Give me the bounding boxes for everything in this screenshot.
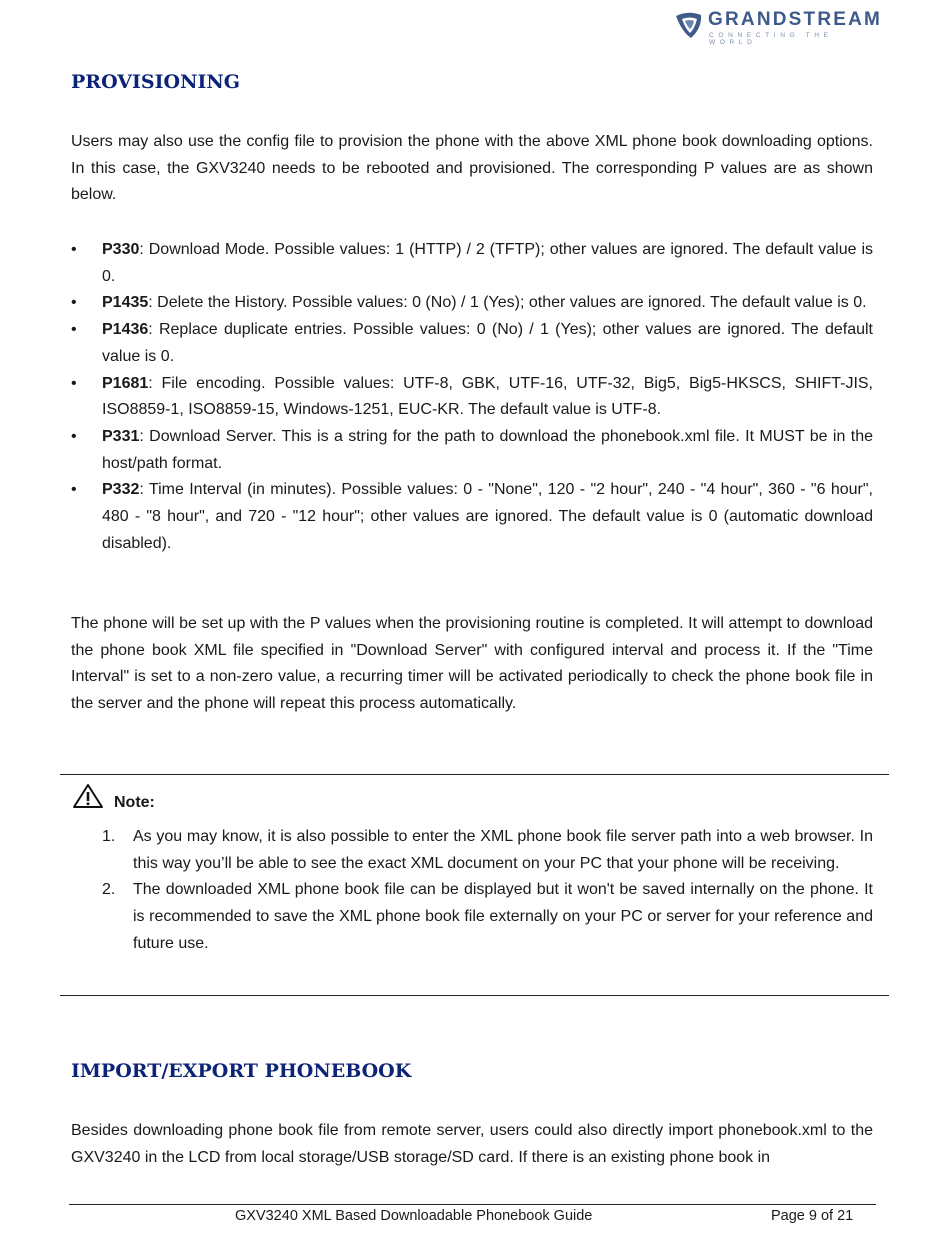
note-bottom-rule bbox=[60, 995, 889, 996]
p-value-description: : Delete the History. Possible values: 0 (No) / 1 (Yes); other values are ignored. The default value is 0. bbox=[148, 294, 867, 312]
warning-icon bbox=[72, 783, 104, 809]
section-heading-import-export: IMPORT/EXPORT PHONEBOOK bbox=[71, 1060, 412, 1082]
bullet-icon: • bbox=[71, 294, 77, 312]
brand-name: GRANDSTREAM bbox=[708, 9, 883, 30]
p-value-code: P1435 bbox=[102, 294, 149, 312]
import-export-text: Besides downloading phone book file from remote server, users could also directly import phonebook.xml to the GXV3240 in the LCD from local storage/USB storage/SD card. If there is an existing phone book in bbox=[71, 1122, 873, 1166]
p-value-item bbox=[71, 237, 873, 290]
p-value-description: : Time Interval (in minutes). Possible values: 0 - "None", 120 - "2 hour", 240 - "4 hour", 360 - "6 hour", 480 - "8 hour", and 720 - "12 hour"; other values are ignored. The default value is 0 (automatic download disabled). bbox=[102, 481, 873, 552]
note-item-number: 2. bbox=[102, 881, 116, 899]
note-item-text: The downloaded XML phone book file can be displayed but it won't be saved internally on the phone. It is recommended to save the XML phone book file externally on your PC or server for your reference and future use. bbox=[133, 881, 873, 952]
bullet-icon: • bbox=[71, 481, 77, 499]
p-value-code: P330 bbox=[102, 241, 140, 258]
p-value-code: P1436 bbox=[102, 321, 149, 339]
p-values-list bbox=[71, 237, 873, 557]
bullet-icon: • bbox=[71, 427, 77, 445]
p-value-description: : Download Mode. Possible values: 1 (HTTP) / 2 (TFTP); other values are ignored. The default value is 0. bbox=[102, 241, 873, 285]
bullet-icon: • bbox=[71, 374, 77, 392]
p-value-description: : Download Server. This is a string for the path to download the phonebook.xml file. It MUST be in the host/path format. bbox=[102, 427, 873, 472]
p-value-code: P332 bbox=[102, 481, 140, 499]
footer-page-number: Page 9 of 21 bbox=[771, 1208, 854, 1224]
p-value-code: P331 bbox=[102, 427, 140, 445]
bullet-icon: • bbox=[71, 321, 77, 339]
bullet-icon: • bbox=[71, 241, 77, 258]
note-top-rule bbox=[60, 774, 889, 775]
p-value-item bbox=[71, 477, 873, 557]
grandstream-logo-icon bbox=[674, 10, 704, 40]
footer-title: GXV3240 XML Based Downloadable Phonebook Guide bbox=[235, 1208, 593, 1224]
p-value-description: : Replace duplicate entries. Possible values: 0 (No) / 1 (Yes); other values are ignored. The default value is 0. bbox=[102, 321, 873, 365]
p-value-code: P1681 bbox=[102, 374, 149, 392]
note-item bbox=[102, 824, 873, 877]
p-value-item bbox=[71, 424, 873, 477]
note-item-number: 1. bbox=[102, 828, 116, 845]
p-value-description: : File encoding. Possible values: UTF-8, GBK, UTF-16, UTF-32, Big5, Big5-HKSCS, SHIFT-JIS, ISO8859-1, ISO8859-15, Windows-1251, EUC-KR. The default value is UTF-8. bbox=[102, 374, 873, 419]
section-heading-provisioning: PROVISIONING bbox=[71, 71, 240, 93]
footer-rule bbox=[69, 1204, 876, 1205]
grandstream-logo bbox=[674, 8, 884, 46]
p-value-item bbox=[71, 317, 873, 370]
p-value-item bbox=[71, 371, 873, 424]
provisioning-intro: Users may also use the config file to provision the phone with the above XML phone book downloading options. In this case, the GXV3240 needs to be rebooted and provisioned. The corresponding P values are as shown below. bbox=[71, 133, 873, 204]
note-list bbox=[102, 824, 873, 958]
note-label: Note: bbox=[114, 794, 155, 811]
note-item-text: As you may know, it is also possible to enter the XML phone book file server path into a web browser. In this way you’ll be able to see the exact XML document on your PC that your phone will be receiving. bbox=[133, 828, 873, 872]
p-value-item bbox=[71, 290, 873, 317]
brand-tagline: CONNECTING THE WORLD bbox=[709, 32, 833, 46]
note-item bbox=[102, 877, 873, 957]
provisioning-closing: The phone will be set up with the P values when the provisioning routine is completed. It will attempt to download the phone book XML file specified in "Download Server" with configured interval and process it. If the "Time Interval" is set to a non-zero value, a recurring timer will be activated periodically to check the phone book file in the server and the phone will repeat this process automatically. bbox=[71, 615, 873, 713]
